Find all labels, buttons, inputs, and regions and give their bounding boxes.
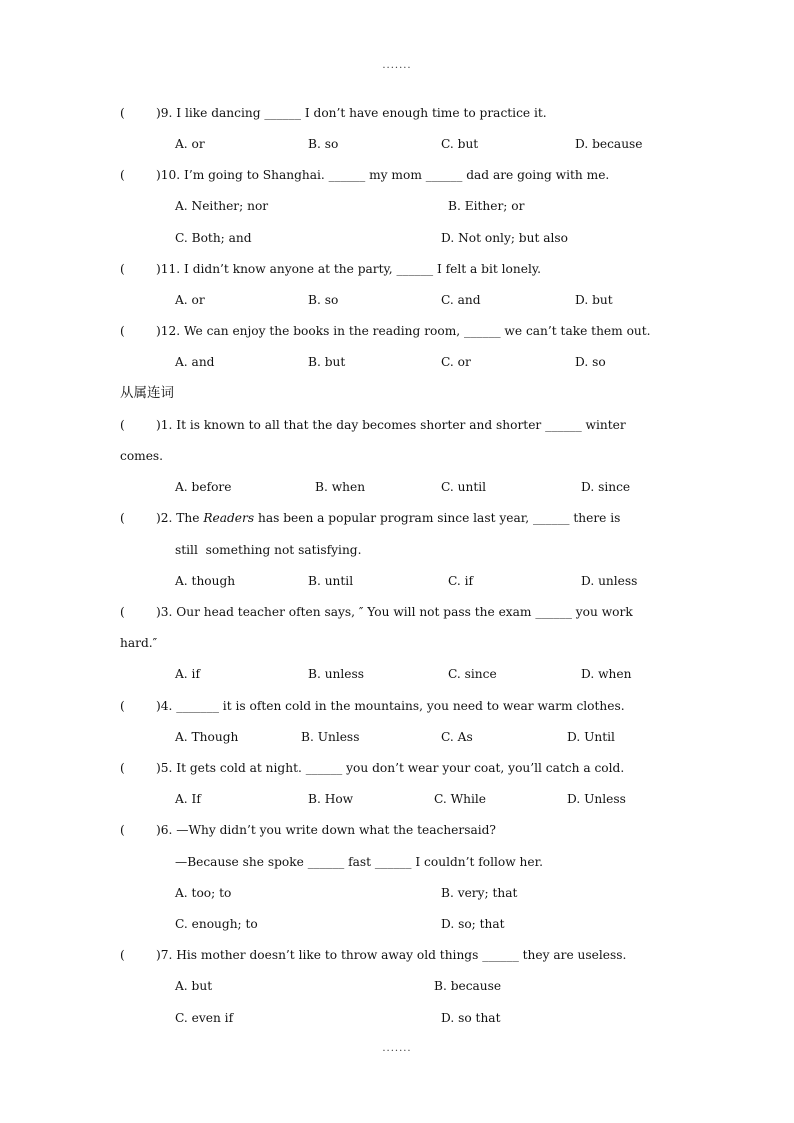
question-4 [120,696,680,716]
option-d: D. Until [567,730,615,744]
question-number: )4. [156,699,173,713]
question-text: has been a popular program since last year, ______ there is [254,511,621,525]
question-text: I’m going to Shanghai. ______ my mom ______ dad are going with me. [184,168,610,182]
option-b: B. Either; or [448,199,525,213]
question-text: His mother doesn’t like to throw away old things ______ they are useless. [176,948,627,962]
option-b: B. until [308,574,354,588]
question-number: )5. [156,761,173,775]
question-number: )1. [156,418,173,432]
option-c: C. if [448,574,474,588]
option-c: C. While [434,792,487,806]
header-dots: ....... [382,60,412,71]
answer-bracket: ( [120,699,125,713]
option-d: D. because [575,137,643,151]
answer-bracket: ( [120,324,125,338]
option-b: B. but [308,355,346,369]
option-a: A. before [175,480,232,494]
answer-bracket: ( [120,823,125,837]
footer-dots: ....... [382,1043,412,1054]
answer-bracket: ( [120,948,125,962]
answer-bracket: ( [120,605,125,619]
question-text: It is known to all that the day becomes shorter and shorter ______ winter [176,418,626,432]
option-c: C. since [448,667,497,681]
option-b: B. How [308,792,354,806]
option-d: D. but [575,293,613,307]
option-d: D. so; that [441,917,505,931]
question-11 [120,259,680,279]
question-number: )10. [156,168,181,182]
option-b: B. when [315,480,366,494]
section-title: 从属连词 [120,385,174,401]
option-c: C. but [441,137,479,151]
option-b: B. so [308,293,339,307]
question-text: We can enjoy the books in the reading room, ______ we can’t take them out. [184,324,651,338]
question-continuation: comes. [120,449,164,463]
option-d: D. so that [441,1011,501,1025]
option-a: A. Though [175,730,239,744]
answer-bracket: ( [120,168,125,182]
question-number: )3. [156,605,173,619]
option-b: B. very; that [441,886,518,900]
question-text: _______ it is often cold in the mountains, you need to wear warm clothes. [176,699,625,713]
option-a: A. Neither; nor [175,199,269,213]
question-text: I like dancing ______ I don’t have enough time to practice it. [176,106,547,120]
program-title: Readers [203,511,255,525]
question-continuation: —Because she spoke ______ fast ______ I couldn’t follow her. [175,855,543,869]
option-a: A. or [175,293,205,307]
question-12 [120,321,680,341]
answer-bracket: ( [120,761,125,775]
option-d: D. so [575,355,606,369]
question-9 [120,103,680,123]
option-d: D. when [581,667,632,681]
option-b: B. Unless [301,730,360,744]
question-number: )12. [156,324,181,338]
option-c: C. enough; to [175,917,258,931]
option-a: A. but [175,979,213,993]
option-d: D. since [581,480,631,494]
question-number: )6. [156,823,173,837]
question-text: Our head teacher often says, ″ You will not pass the exam ______ you work [176,605,633,619]
question-1 [120,415,680,435]
question-text: —Why didn’t you write down what the teachersaid? [176,823,496,837]
option-c: C. and [441,293,481,307]
option-b: B. unless [308,667,365,681]
option-c: C. Both; and [175,231,252,245]
question-5 [120,758,680,778]
option-a: A. or [175,137,205,151]
answer-bracket: ( [120,262,125,276]
option-a: A. if [175,667,200,681]
question-text: It gets cold at night. ______ you don’t wear your coat, you’ll catch a cold. [176,761,625,775]
question-10 [120,165,680,185]
option-d: D. unless [581,574,638,588]
answer-bracket: ( [120,418,125,432]
question-6 [120,820,680,840]
question-2 [120,508,680,528]
question-continuation: still something not satisfying. [175,543,362,557]
option-a: A. though [175,574,236,588]
option-c: C. even if [175,1011,234,1025]
option-d: D. Not only; but also [441,231,568,245]
option-a: A. too; to [175,886,232,900]
option-c: C. until [441,480,487,494]
answer-bracket: ( [120,511,125,525]
question-text-pre: The [176,511,204,525]
option-a: A. If [175,792,201,806]
option-b: B. so [308,137,339,151]
question-7 [120,945,680,965]
question-number: )2. [156,511,173,525]
question-number: )9. [156,106,173,120]
question-continuation: hard.″ [120,636,158,650]
option-c: C. As [441,730,473,744]
question-number: )7. [156,948,173,962]
option-b: B. because [434,979,502,993]
option-d: D. Unless [567,792,626,806]
option-a: A. and [175,355,215,369]
option-c: C. or [441,355,471,369]
question-text: I didn’t know anyone at the party, ______ I felt a bit lonely. [184,262,541,276]
question-3 [120,602,680,622]
answer-bracket: ( [120,106,125,120]
question-number: )11. [156,262,181,276]
